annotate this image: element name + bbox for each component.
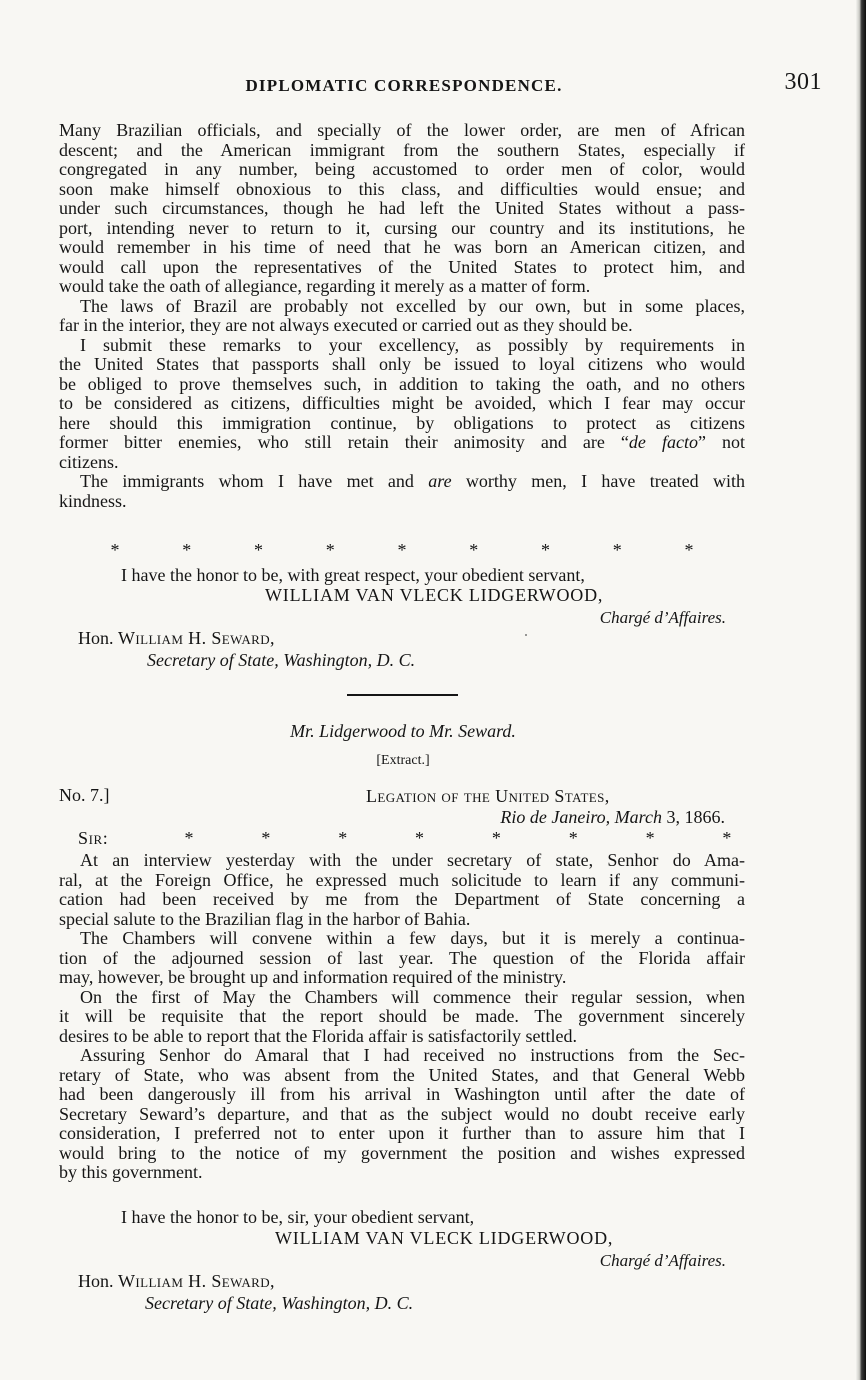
letter-two-line: had been dangerously ill from his arrival in Washington until after the date of	[59, 1084, 745, 1104]
addressee-name: William H. Seward,	[118, 1271, 275, 1291]
letter-two-line: tion of the adjourned session of last year. The question of the Florida affair	[59, 947, 745, 968]
legation-heading: Legation of the United States,	[366, 786, 610, 806]
star-mark: *	[415, 828, 425, 848]
running-head: DIPLOMATIC CORRESPONDENCE.	[245, 76, 563, 95]
star-mark: *	[338, 828, 348, 848]
paper-speck	[525, 634, 527, 636]
letter-one-line: the United States that passports shall only be issued to loyal citizens who would	[59, 354, 745, 374]
star-mark: *	[541, 540, 550, 560]
star-mark: *	[491, 828, 501, 848]
letter-two-line: desires to be able to report that the Florida affair is satisfactorily settled.	[59, 1025, 578, 1046]
second-letter-body	[59, 851, 745, 1183]
letter-two-line: On the first of May the Chambers will commence their regular session, when	[80, 986, 745, 1007]
letter-two-title: Chargé d’Affaires.	[599, 1251, 726, 1270]
letter-two-line: At an interview yesterday with the under secretary of state, Senhor do Ama-	[80, 850, 745, 870]
star-mark: *	[568, 828, 578, 848]
text-segment: ” not	[697, 432, 745, 452]
letter-one-line: soon make himself obnoxious to this class, and difficulties would ensue; and	[59, 178, 745, 199]
star-mark: *	[684, 540, 694, 560]
first-letter-paragraph-group	[59, 121, 745, 511]
star-mark: *	[184, 828, 194, 848]
document-number: No. 7.]	[59, 785, 110, 805]
letter-two-line: retary of State, who was absent from the United States, and that General Webb	[59, 1064, 745, 1085]
star-mark: *	[722, 828, 732, 848]
addressee-prefix: Hon.	[78, 1271, 118, 1291]
letter-two-line: consideration, I preferred not to enter upon it further than to assure him that I	[59, 1123, 745, 1143]
letter-two-line: it will be requisite that the report should be made. The government sincerely	[59, 1006, 745, 1026]
second-document-heading: Mr. Lidgerwood to Mr. Seward.	[290, 721, 516, 741]
italic-phrase: de facto	[628, 432, 698, 452]
star-separator	[108, 541, 696, 559]
letter-two-line: may, however, be brought up and information required of the ministry.	[59, 967, 567, 987]
scanned-page-edge	[856, 0, 866, 1380]
letter-one-line: congregated in any number, being accustomed to order men of color, would	[59, 159, 745, 179]
salutation-stars	[182, 828, 734, 848]
letter-two-line: cation had been received by me from the Department of State concerning a	[59, 889, 745, 909]
star-mark: *	[469, 540, 479, 560]
letter-two-line: would bring to the notice of my government the position and wishes expressed	[59, 1142, 745, 1163]
text-segment: worthy men, I have treated with	[451, 471, 746, 491]
letter-one-line: be obliged to prove themselves such, in addition to taking the oath, and no others	[59, 373, 745, 394]
italic-word: are	[428, 471, 452, 491]
letter-one-line: here should this immigration continue, by obligations to protect as citizens	[59, 412, 745, 433]
letter-two-office: Secretary of State, Washington, D. C.	[145, 1293, 414, 1313]
salutation: Sir:	[78, 828, 109, 848]
page-number: 301	[784, 69, 822, 95]
page-header	[60, 69, 822, 101]
letter-one-line: would call upon the representatives of the United States to protect him, and	[59, 256, 745, 277]
letter-two-line: Assuring Senhor do Amaral that I had received no instructions from the Sec-	[80, 1045, 745, 1065]
letter-two-signature: WILLIAM VAN VLECK LIDGERWOOD,	[275, 1228, 614, 1248]
letter-two-line: The Chambers will convene within a few days, but it is merely a continua-	[80, 928, 745, 948]
date-text: 3, 1866.	[662, 807, 725, 827]
text-segment: The immigrants whom I have met and	[80, 471, 429, 491]
salutation-row	[78, 828, 734, 848]
star-mark: *	[182, 540, 192, 560]
text-segment: former bitter enemies, who still retain their animosity and are “	[59, 432, 629, 452]
addressee-prefix: Hon.	[78, 628, 118, 648]
letter-one-line: citizens.	[59, 451, 119, 472]
letter-two-addressee	[78, 1271, 275, 1291]
letter-one-office: Secretary of State, Washington, D. C.	[147, 650, 416, 670]
addressee-name: William H. Seward,	[118, 628, 275, 648]
section-rule	[347, 694, 458, 696]
star-mark: *	[254, 540, 263, 560]
letter-one-italic-line	[59, 433, 745, 453]
star-mark: *	[110, 540, 120, 560]
star-mark: *	[261, 828, 271, 848]
letter-two-line: Secretary Seward’s departure, and that as the subject would no doubt receive early	[59, 1103, 745, 1124]
letter-one-line: port, intending never to return to it, cursing our country and its institutions, he	[59, 217, 745, 238]
star-mark: *	[325, 540, 335, 560]
letter-one-addressee	[78, 628, 275, 648]
letter-two-closing: I have the honor to be, sir, your obedient servant,	[121, 1207, 475, 1227]
letter-one-line: under such circumstances, though he had left the United States without a pass-	[59, 198, 745, 218]
letter-one-line: kindness.	[59, 490, 127, 511]
letter-one-line: would remember in his time of need that he was born an American citizen, and	[59, 237, 745, 257]
letter-two-line: special salute to the Brazilian flag in the harbor of Bahia.	[59, 908, 471, 929]
letter-one-line: far in the interior, they are not always executed or carried out as they should be.	[59, 315, 633, 335]
letter-one-line: Many Brazilian officials, and specially of the lower order, are men of African	[59, 120, 745, 140]
letter-one-title: Chargé d’Affaires.	[599, 608, 726, 627]
letter-two-line: by this government.	[59, 1162, 203, 1182]
letter-two-line: ral, at the Foreign Office, he expressed much solicitude to learn if any communi-	[59, 869, 745, 890]
letter-one-closing: I have the honor to be, with great respect, your obedient servant,	[121, 565, 585, 585]
place-date	[500, 807, 725, 827]
extract-label: [Extract.]	[376, 753, 430, 768]
letter-one-line: I submit these remarks to your excellency, as possibly by requirements in	[80, 334, 745, 355]
star-mark: *	[397, 540, 407, 560]
star-mark: *	[612, 540, 622, 560]
letter-one-italic-line	[59, 472, 745, 492]
letter-one-line: would take the oath of allegiance, regarding it merely as a matter of form.	[59, 276, 591, 296]
letter-one-signature: WILLIAM VAN VLECK LIDGERWOOD,	[265, 585, 604, 605]
place-text: Rio de Janeiro, March	[500, 807, 662, 827]
star-mark: *	[645, 828, 655, 848]
letter-one-line: descent; and the American immigrant from the southern States, especially if	[59, 139, 745, 160]
letter-one-line: The laws of Brazil are probably not excelled by our own, but in some places,	[80, 295, 745, 316]
letter-one-line: to be considered as citizens, difficulties might be avoided, which I fear may occur	[59, 393, 745, 413]
